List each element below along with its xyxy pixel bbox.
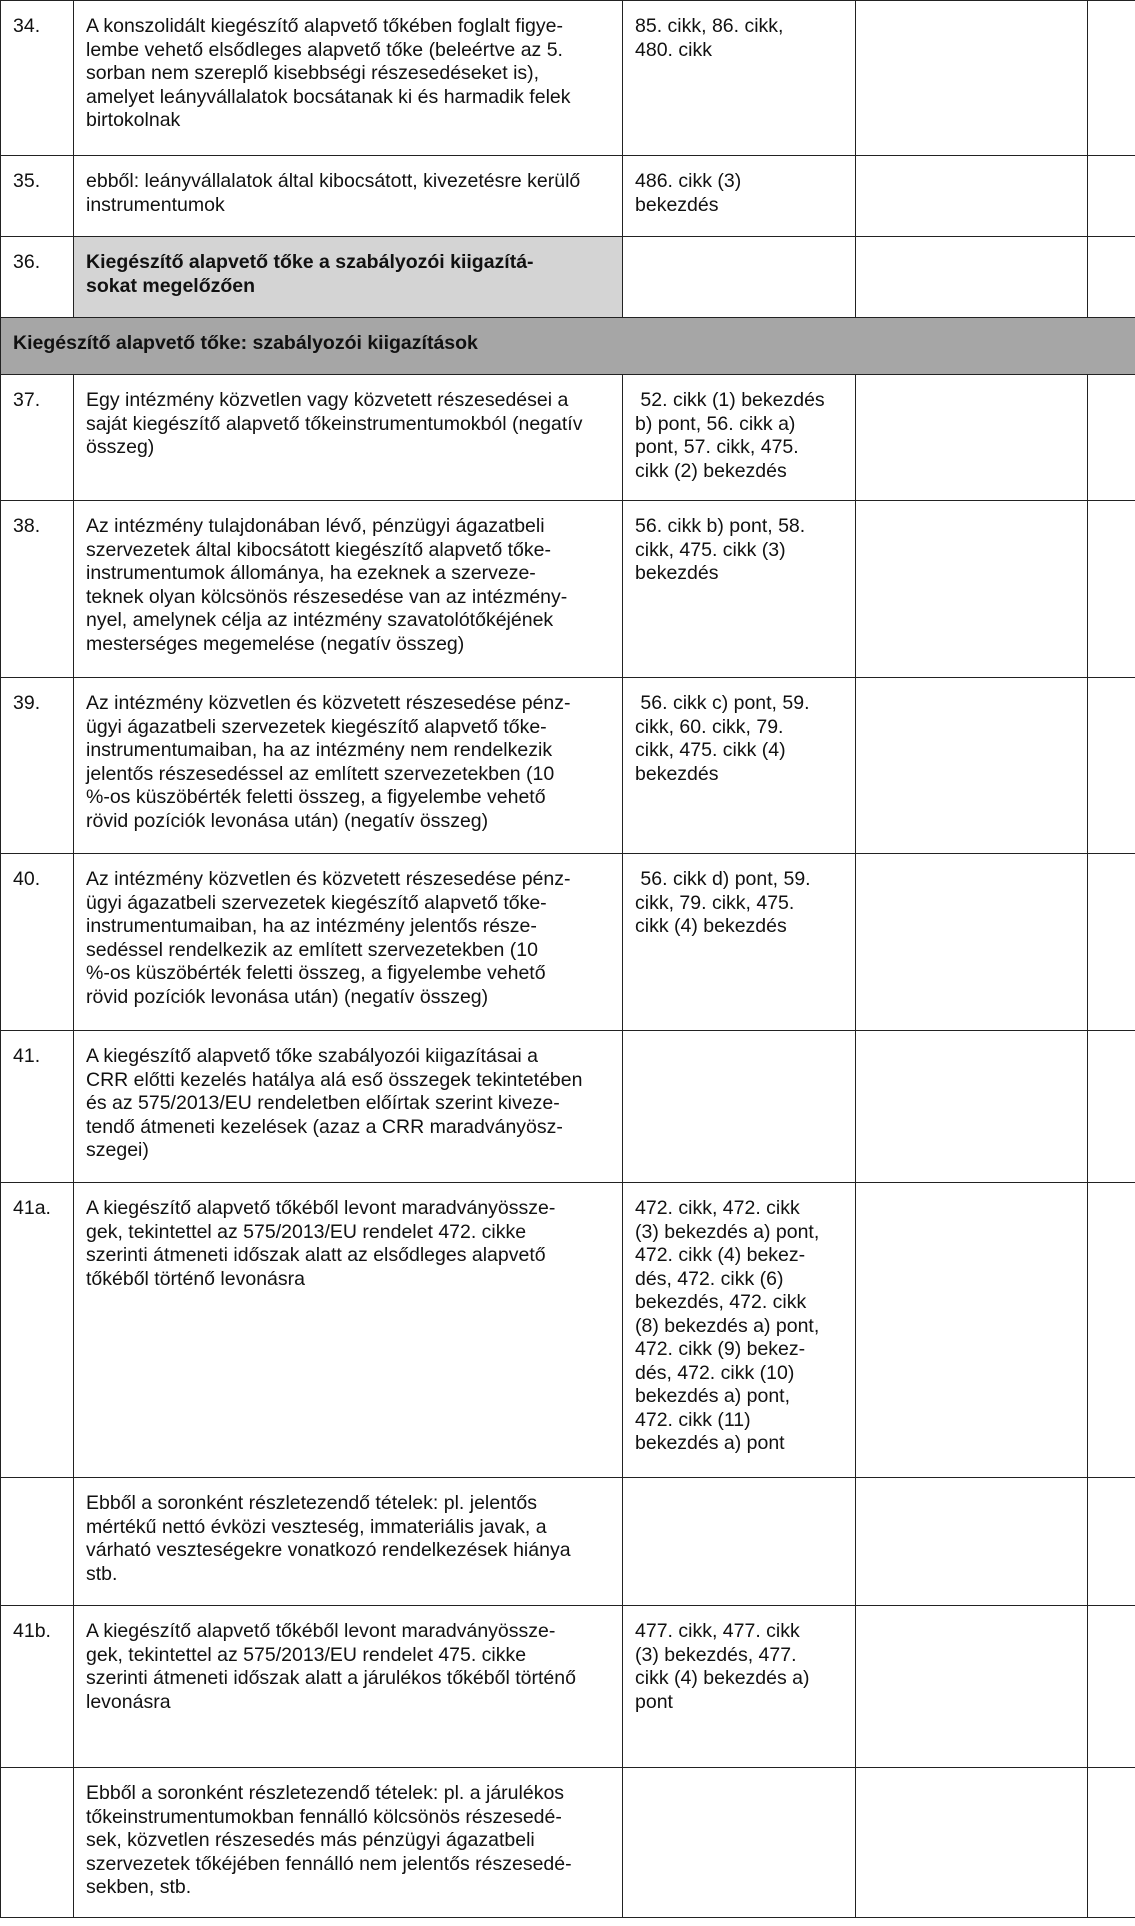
row-reference: 52. cikk (1) bekezdés b) pont, 56. cikk a) pont, 57. cikk, 475. cikk (2) bekezdés <box>623 375 856 501</box>
section-header-row <box>1 318 1135 375</box>
row-cell-c4 <box>856 1606 1088 1768</box>
row-description: Kiegészítő alapvető tőke a szabályozói kiigazítá- sokat megelőzően <box>74 237 623 318</box>
row-cell-c5 <box>1088 375 1135 501</box>
row-description: A kiegészítő alapvető tőkéből levont maradványösszе- gek, tekintettel az 575/2013/EU rendelet 472. cikke szerinti átmeneti időszak alatt az elsődleges alapvető tőkéből történő levonásra <box>74 1183 623 1478</box>
row-description: Az intézmény közvetlen és közvetett részesedése pénz- ügyi ágazatbeli szervezetek kiegészítő alapvető tőke- instrumentumaiban, ha az intézmény jelentős része- sedéssel rendelkezik az említett szervezetekben (10 %-os küszöbérték feletti összeg, a figyelembe vehető rövid pozíciók levonása után) (negatív összeg) <box>74 854 623 1031</box>
row-number: 36. <box>1 237 74 318</box>
table-row <box>1 1031 1135 1183</box>
row-reference <box>623 1031 856 1183</box>
table-row <box>1 375 1135 501</box>
table-row <box>1 156 1135 237</box>
row-number: 38. <box>1 501 74 678</box>
row-reference: 472. cikk, 472. cikk (3) bekezdés a) pont, 472. cikk (4) bekez- dés, 472. cikk (6) bekezdés, 472. cikk (8) bekezdés a) pont, 472. cikk (9) bekez- dés, 472. cikk (10) bekezdés a) pont, 472. cikk (11) bekezdés a) pont <box>623 1183 856 1478</box>
table-row <box>1 1768 1135 1918</box>
row-cell-c4 <box>856 1768 1088 1918</box>
row-cell-c5 <box>1088 1183 1135 1478</box>
row-number: 41b. <box>1 1606 74 1768</box>
table-row <box>1 1606 1135 1768</box>
row-cell-c4 <box>856 854 1088 1031</box>
row-description: Az intézmény tulajdonában lévő, pénzügyi ágazatbeli szervezetek által kibocsátott kiegészítő alapvető tőke- instrumentumok állománya, ha ezeknek a szerveze- teknek olyan kölcsönös részesedése van az intézmény- nyel, amelynek célja az intézmény szavatolótőkéjének mesterséges megemelése (negatív összeg) <box>74 501 623 678</box>
row-description: A kiegészítő alapvető tőke szabályozói kiigazításai a CRR előtti kezelés hatálya alá eső összegek tekintetében és az 575/2013/EU rendeletben előírtak szerint kiveze- tendő átmeneti kezelések (azaz a CRR maradványösz- szegei) <box>74 1031 623 1183</box>
row-number: 39. <box>1 678 74 854</box>
row-reference: 486. cikk (3) bekezdés <box>623 156 856 237</box>
row-number: 35. <box>1 156 74 237</box>
row-cell-c4 <box>856 1 1088 156</box>
row-reference <box>623 1478 856 1606</box>
row-cell-c5 <box>1088 1 1135 156</box>
row-description: Egy intézmény közvetlen vagy közvetett részesedései a saját kiegészítő alapvető tőkeinstrumentumokból (negatív összeg) <box>74 375 623 501</box>
row-cell-c5 <box>1088 156 1135 237</box>
row-reference: 85. cikk, 86. cikk, 480. cikk <box>623 1 856 156</box>
table-row <box>1 1183 1135 1478</box>
table-row <box>1 1 1135 156</box>
row-cell-c4 <box>856 678 1088 854</box>
row-cell-c5 <box>1088 678 1135 854</box>
row-cell-c5 <box>1088 1606 1135 1768</box>
table-row <box>1 1478 1135 1606</box>
row-cell-c4 <box>856 501 1088 678</box>
section-header: Kiegészítő alapvető tőke: szabályozói kiigazítások <box>1 318 1135 375</box>
row-number: 40. <box>1 854 74 1031</box>
row-number <box>1 1768 74 1918</box>
row-cell-c5 <box>1088 1478 1135 1606</box>
row-cell-c4 <box>856 375 1088 501</box>
table-row <box>1 501 1135 678</box>
table-row <box>1 854 1135 1031</box>
row-reference: 56. cikk c) pont, 59. cikk, 60. cikk, 79. cikk, 475. cikk (4) bekezdés <box>623 678 856 854</box>
row-cell-c4 <box>856 237 1088 318</box>
row-description: A kiegészítő alapvető tőkéből levont maradványösszе- gek, tekintettel az 575/2013/EU rendelet 475. cikke szerinti átmeneti időszak alatt a járulékos tőkéből történő levonásra <box>74 1606 623 1768</box>
row-reference <box>623 237 856 318</box>
row-cell-c5 <box>1088 1031 1135 1183</box>
row-number <box>1 1478 74 1606</box>
row-cell-c5 <box>1088 1768 1135 1918</box>
row-reference: 56. cikk b) pont, 58. cikk, 475. cikk (3) bekezdés <box>623 501 856 678</box>
row-description: ebből: leányvállalatok által kibocsátott, kivezetésre kerülő instrumentumok <box>74 156 623 237</box>
row-number: 37. <box>1 375 74 501</box>
row-cell-c4 <box>856 1183 1088 1478</box>
row-number: 41. <box>1 1031 74 1183</box>
row-cell-c4 <box>856 1478 1088 1606</box>
row-cell-c5 <box>1088 237 1135 318</box>
row-reference: 56. cikk d) pont, 59. cikk, 79. cikk, 475. cikk (4) bekezdés <box>623 854 856 1031</box>
row-cell-c4 <box>856 1031 1088 1183</box>
table-row <box>1 678 1135 854</box>
row-description: Az intézmény közvetlen és közvetett részesedése pénz- ügyi ágazatbeli szervezetek kiegészítő alapvető tőke- instrumentumaiban, ha az intézmény nem rendelkezik jelentős részesedéssel az említett szervezetekben (10 %-os küszöbérték feletti összeg, a figyelembe vehető rövid pozíciók levonása után) (negatív összeg) <box>74 678 623 854</box>
row-cell-c4 <box>856 156 1088 237</box>
row-cell-c5 <box>1088 501 1135 678</box>
row-number: 34. <box>1 1 74 156</box>
row-cell-c5 <box>1088 854 1135 1031</box>
row-description: Ebből a soronként részletezendő tételek: pl. jelentős mértékű nettó évközi veszteség, immateriális javak, a várható veszteségekre vonatkozó rendelkezések hiánya stb. <box>74 1478 623 1606</box>
row-description: Ebből a soronként részletezendő tételek: pl. a járulékos tőkeinstrumentumokban fennálló kölcsönös részesedé- sek, közvetlen részesedés más pénzügyi ágazatbeli szervezetek tőkéjében fennálló nem jelentős részesedé- sekben, stb. <box>74 1768 623 1918</box>
table-row <box>1 237 1135 318</box>
row-number: 41a. <box>1 1183 74 1478</box>
row-description: A konszolidált kiegészítő alapvető tőkében foglalt figye- lembe vehető elsődleges alapvető tőke (beleértve az 5. sorban nem szereplő kisebbségi részesedéseket is), amelyet leányvállalatok bocsátanak ki és harmadik felek birtokolnak <box>74 1 623 156</box>
row-reference: 477. cikk, 477. cikk (3) bekezdés, 477. cikk (4) bekezdés a) pont <box>623 1606 856 1768</box>
row-reference <box>623 1768 856 1918</box>
